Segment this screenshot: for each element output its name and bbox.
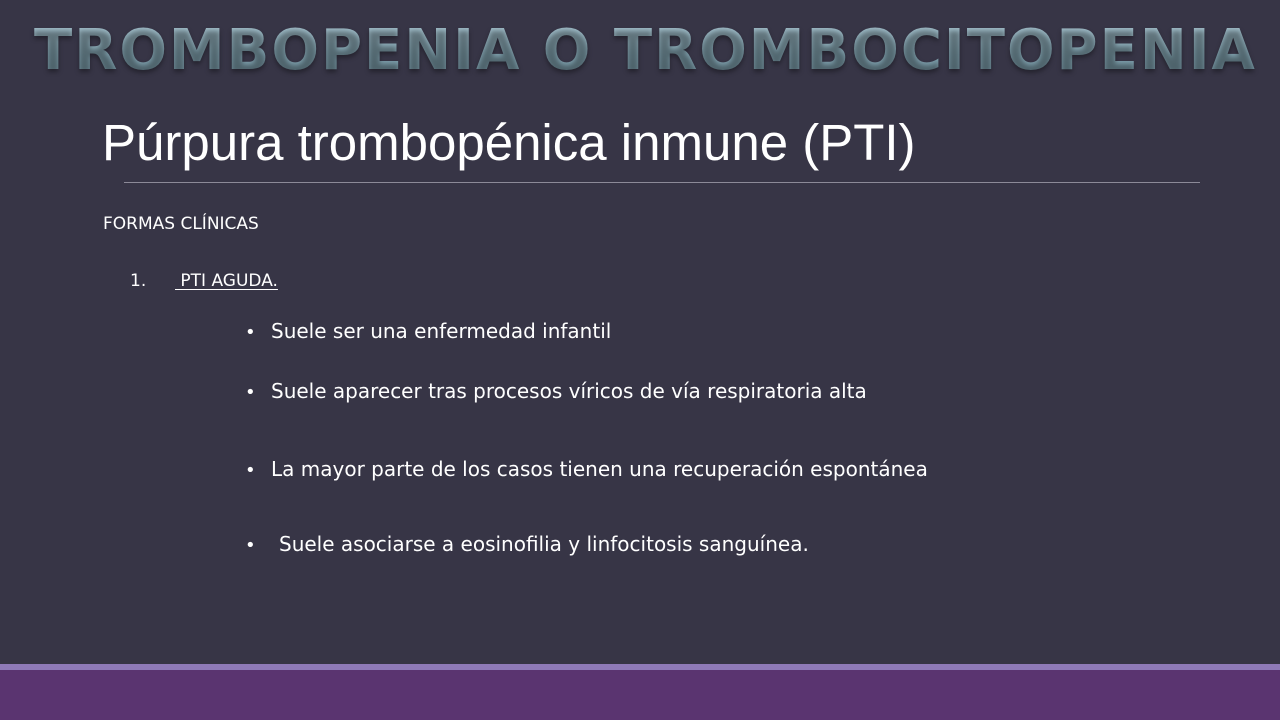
list-heading: PTI AGUDA. [175, 271, 278, 291]
slide-title: TROMBOPENIA O TROMBOCITOPENIA [34, 18, 1257, 83]
bullet-item [245, 454, 928, 486]
slide-subtitle: Púrpura trombopénica inmune (PTI) [102, 114, 916, 171]
bullet-icon: • [245, 535, 256, 556]
numbered-item [130, 269, 278, 293]
bullet-icon: • [245, 382, 256, 403]
divider [124, 182, 1200, 183]
footer-bar [0, 670, 1280, 720]
list-number: 1. [130, 271, 147, 291]
bullet-icon: • [245, 460, 256, 481]
bullet-icon: • [245, 322, 256, 343]
bullet-text: La mayor parte de los casos tienen una recuperación espontánea [271, 457, 928, 481]
bullet-text: Suele asociarse a eosinofilia y linfocitosis sanguínea. [279, 532, 809, 556]
bullet-text: Suele aparecer tras procesos víricos de vía respiratoria alta [271, 379, 867, 403]
bullet-item [245, 376, 867, 408]
section-label: FORMAS CLÍNICAS [103, 214, 259, 234]
bullet-text: Suele ser una enfermedad infantil [271, 319, 612, 343]
bullet-item [245, 529, 809, 561]
bullet-item [245, 316, 611, 348]
